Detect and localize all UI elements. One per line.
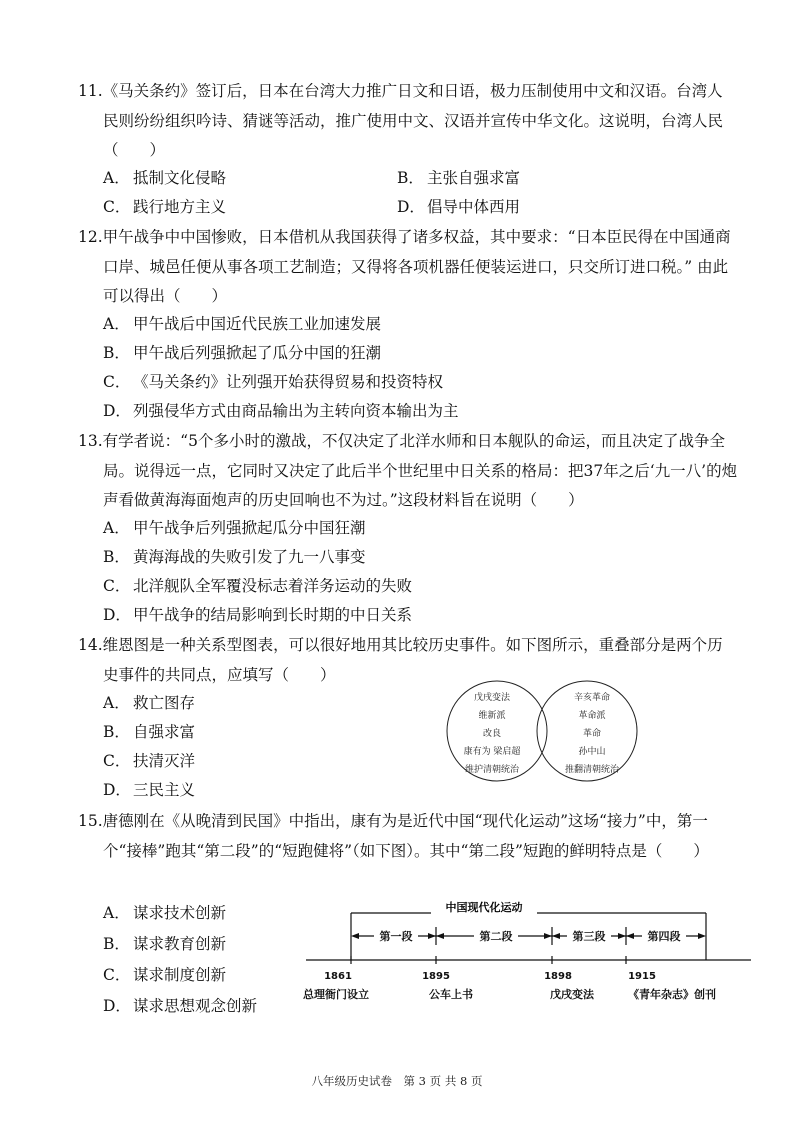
venn-right-line: 革命: [582, 729, 602, 739]
timeline-event: 总理衙门设立: [303, 988, 369, 1001]
timeline-segment: 第一段: [379, 930, 413, 943]
option-d[interactable]: D． 谋求思想观念创新: [103, 997, 258, 1015]
page-footer: 八年级历史试卷 第 3 页 共 8 页: [311, 1074, 483, 1088]
venn-left-line: 戊戌变法: [473, 693, 511, 703]
venn-right-line: 推翻清朝统治: [564, 765, 620, 775]
venn-diagram: [440, 676, 650, 786]
venn-left-line: 康有为 梁启超: [463, 747, 521, 757]
option-b[interactable]: B． 甲午战后列强掀起了瓜分中国的狂潮: [103, 344, 382, 362]
timeline-event: 《青年杂志》创刊: [628, 988, 716, 1001]
timeline-segment: 第三段: [572, 930, 606, 943]
venn-right-line: 辛亥革命: [573, 693, 611, 703]
venn-right-line: 孙中山: [578, 747, 606, 757]
timeline-title: 中国现代化运动: [445, 901, 523, 914]
option-c[interactable]: C． 谋求制度创新: [103, 966, 227, 984]
option-a[interactable]: A． 甲午战争后列强掀起瓜分中国狂潮: [103, 519, 366, 537]
question-stem: 15.唐德刚在《从晚清到民国》中指出，康有为是近代中国“现代化运动”这场“接力”中，第一个“接棒”跑其“第二段”的“短跑健将”（如下图）。其中“第二段”短跑的鲜明特点是（ ）: [78, 812, 709, 860]
option-b[interactable]: B． 谋求教育创新: [103, 935, 227, 953]
option-b[interactable]: B． 主张自强求富: [397, 169, 521, 187]
question-stem: 14.维恩图是一种关系型图表，可以很好地用其比较历史事件。如下图所示，重叠部分是两个历史事件的共同点，应填写（ ）: [78, 636, 723, 684]
option-a[interactable]: A． 谋求技术创新: [103, 904, 227, 922]
option-b[interactable]: B． 黄海海战的失败引发了九一八事变: [103, 548, 366, 566]
option-c[interactable]: C． 扶清灭洋: [103, 752, 196, 770]
question-stem: 13.有学者说：“5个多小时的激战，不仅决定了北洋水师和日本舰队的命运，而且决定了战争全局。说得远一点，它同时又决定了此后半个世纪里中日关系的格局：把37年之后‘九一八’的炮声看做黄海海面炮声的历史回响也不为过。”这段材料旨在说明（ ）: [78, 432, 738, 509]
timeline-segment: 第四段: [647, 930, 681, 943]
option-a[interactable]: A． 抵制文化侵略: [103, 169, 227, 187]
venn-left-line: 改良: [482, 729, 502, 739]
timeline-event: 戊戌变法: [550, 988, 594, 1001]
question-11: [78, 77, 738, 166]
question-13: [78, 427, 738, 516]
question-12: [78, 223, 738, 312]
option-d[interactable]: D． 列强侵华方式由商品输出为主转向资本输出为主: [103, 402, 459, 420]
option-d[interactable]: D． 三民主义: [103, 781, 196, 799]
timeline-year: 1895: [422, 971, 450, 982]
question-stem: 11.《马关条约》签订后，日本在台湾大力推广日文和日语，极力压制使用中文和汉语。台湾人民则纷纷组织吟诗、猜谜等活动，推广使用中文、汉语并宣传中华文化。这说明，台湾人民（ ）: [78, 82, 724, 159]
option-c[interactable]: C． 《马关条约》让列强开始获得贸易和投资特权: [103, 373, 444, 391]
venn-left-line: 维新派: [478, 711, 506, 721]
option-d[interactable]: D． 倡导中体西用: [397, 198, 521, 216]
question-stem: 12.甲午战争中中国惨败，日本借机从我国获得了诸多权益，其中要求：“日本臣民得在中国通商口岸、城邑任便从事各项工艺制造；又得将各项机器任便装运进口，只交所订进口税。” 由此可以得出（ ）: [78, 228, 731, 305]
timeline-year: 1915: [628, 971, 656, 982]
timeline-year: 1861: [324, 971, 352, 982]
option-b[interactable]: B． 自强求富: [103, 723, 196, 741]
venn-right-line: 革命派: [578, 711, 606, 721]
option-a[interactable]: A． 甲午战后中国近代民族工业加速发展: [103, 315, 382, 333]
option-c[interactable]: C． 北洋舰队全军覆没标志着洋务运动的失败: [103, 577, 413, 595]
venn-left-line: 维护清朝统治: [464, 765, 520, 775]
option-c[interactable]: C． 践行地方主义: [103, 198, 227, 216]
option-d[interactable]: D． 甲午战争的结局影响到长时期的中日关系: [103, 606, 413, 624]
timeline-diagram: [296, 893, 766, 1005]
timeline-segment: 第二段: [479, 930, 513, 943]
timeline-event: 公车上书: [429, 988, 473, 1001]
option-a[interactable]: A． 救亡图存: [103, 694, 196, 712]
timeline-year: 1898: [544, 971, 572, 982]
question-15: [78, 807, 738, 866]
